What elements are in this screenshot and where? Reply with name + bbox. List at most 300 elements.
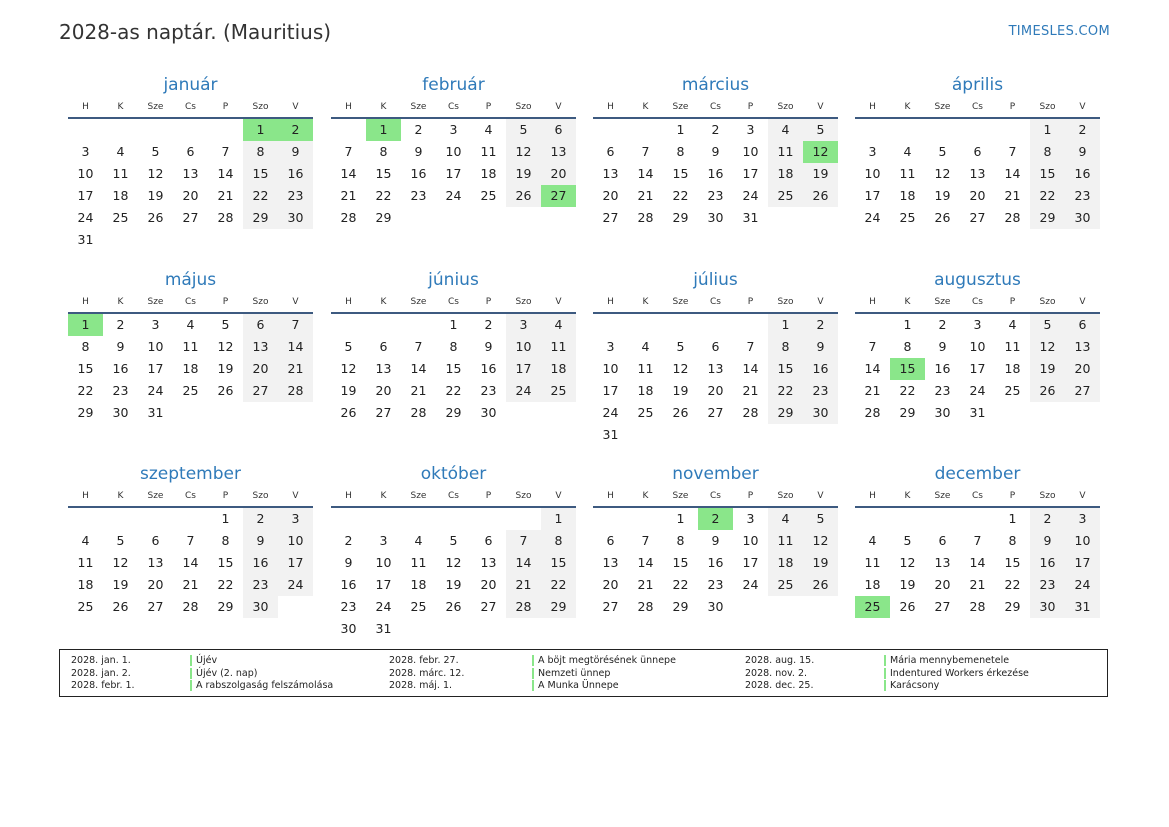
empty-cell — [1065, 402, 1100, 424]
month-9 — [68, 462, 313, 618]
day-cell: 5 — [449, 533, 458, 548]
holiday-day-cell: 1 — [243, 119, 278, 141]
day-cell: 27 — [934, 599, 951, 614]
day-cell: 1 — [676, 511, 685, 526]
weekday-label: K — [642, 491, 649, 501]
weekday-label: V — [292, 102, 299, 112]
week-row — [855, 141, 1100, 163]
weekday-label: P — [747, 102, 754, 112]
day-cell: 9 — [938, 339, 947, 354]
day-cell: 19 — [340, 383, 357, 398]
day-cell: 13 — [541, 141, 576, 163]
day-cell: 6 — [379, 339, 388, 354]
holiday-date: 2028. jan. 1. — [71, 655, 131, 666]
weekday-label: V — [1079, 297, 1086, 307]
month-name: december — [934, 464, 1021, 484]
day-cell: 8 — [1008, 533, 1017, 548]
weekday-label: H — [607, 102, 614, 112]
day-cell: 22 — [1030, 185, 1065, 207]
month-11 — [593, 462, 838, 618]
week-row — [331, 552, 576, 574]
weekday-label: K — [380, 102, 387, 112]
day-cell: 10 — [742, 144, 759, 159]
day-cell: 20 — [969, 188, 986, 203]
day-cell: 1 — [1030, 119, 1065, 141]
day-cell: 26 — [803, 185, 838, 207]
weekday-label: Szo — [252, 491, 269, 501]
weekday-label: Sze — [672, 297, 689, 307]
empty-cell — [663, 424, 698, 446]
day-cell: 20 — [541, 163, 576, 185]
day-cell: 15 — [1030, 163, 1065, 185]
brand-link[interactable]: TIMESLES.COM — [1008, 24, 1110, 39]
day-cell: 24 — [602, 405, 619, 420]
week-row — [593, 358, 838, 380]
empty-cell — [471, 207, 506, 229]
weekday-label: Szo — [1039, 102, 1056, 112]
day-cell: 15 — [1004, 555, 1021, 570]
day-cell: 1 — [221, 511, 230, 526]
day-cell: 10 — [742, 533, 759, 548]
week-row — [593, 424, 838, 446]
weekday-label: Cs — [710, 297, 721, 307]
day-cell: 25 — [1004, 383, 1021, 398]
month-10 — [331, 462, 576, 640]
day-cell: 15 — [77, 361, 94, 376]
day-cell: 1 — [449, 317, 458, 332]
day-cell: 13 — [375, 361, 392, 376]
day-cell: 21 — [182, 577, 199, 592]
day-cell: 23 — [410, 188, 427, 203]
month-name: május — [164, 270, 217, 290]
day-cell: 10 — [278, 530, 313, 552]
empty-cell — [768, 207, 803, 229]
day-cell: 15 — [217, 555, 234, 570]
weekday-header — [331, 97, 576, 119]
week-row — [593, 336, 838, 358]
weekday-label: P — [1009, 102, 1016, 112]
week-row — [68, 508, 313, 530]
day-cell: 1 — [1008, 511, 1017, 526]
week-row — [331, 380, 576, 402]
day-cell: 2 — [116, 317, 125, 332]
day-cell: 9 — [116, 339, 125, 354]
weekday-label: P — [485, 102, 492, 112]
day-cell: 16 — [340, 577, 357, 592]
day-cell: 30 — [707, 210, 724, 225]
day-cell: 22 — [77, 383, 94, 398]
day-cell: 15 — [541, 552, 576, 574]
day-cell: 7 — [186, 533, 195, 548]
day-cell: 3 — [606, 339, 615, 354]
weekday-label: V — [555, 102, 562, 112]
day-cell: 10 — [969, 339, 986, 354]
day-cell: 30 — [934, 405, 951, 420]
week-row — [593, 207, 838, 229]
empty-cell — [401, 314, 436, 336]
day-cell: 2 — [414, 122, 423, 137]
empty-cell — [436, 618, 471, 640]
day-cell: 31 — [77, 232, 94, 247]
day-cell: 26 — [445, 599, 462, 614]
weekday-label: Szo — [777, 297, 794, 307]
day-cell: 6 — [484, 533, 493, 548]
day-cell: 20 — [707, 383, 724, 398]
day-cell: 31 — [375, 621, 392, 636]
weekday-label: Cs — [448, 491, 459, 501]
day-cell: 6 — [243, 314, 278, 336]
day-cell: 9 — [344, 555, 353, 570]
weekday-label: V — [1079, 102, 1086, 112]
day-cell: 26 — [672, 405, 689, 420]
day-cell: 24 — [445, 188, 462, 203]
holiday-name: Újév — [190, 655, 217, 666]
empty-cell — [995, 402, 1030, 424]
day-cell: 26 — [1030, 380, 1065, 402]
day-cell: 19 — [1030, 358, 1065, 380]
weekday-label: P — [222, 297, 229, 307]
day-cell: 8 — [903, 339, 912, 354]
day-cell: 9 — [414, 144, 423, 159]
holiday-name: A rabszolgaság felszámolása — [190, 680, 333, 691]
week-row — [331, 508, 576, 530]
empty-cell — [138, 229, 173, 251]
week-row — [855, 119, 1100, 141]
empty-cell — [960, 508, 995, 530]
day-cell: 8 — [676, 533, 685, 548]
day-cell: 23 — [1030, 574, 1065, 596]
day-cell: 15 — [375, 166, 392, 181]
empty-cell — [960, 119, 995, 141]
day-cell: 10 — [506, 336, 541, 358]
day-cell: 11 — [541, 336, 576, 358]
day-cell: 25 — [768, 185, 803, 207]
weekday-label: V — [555, 491, 562, 501]
day-cell: 19 — [112, 577, 129, 592]
day-cell: 13 — [602, 555, 619, 570]
week-row — [855, 185, 1100, 207]
day-cell: 27 — [182, 210, 199, 225]
empty-cell — [278, 596, 313, 618]
weekday-header — [855, 97, 1100, 119]
empty-cell — [103, 119, 138, 141]
day-cell: 14 — [637, 166, 654, 181]
week-row — [331, 530, 576, 552]
week-row — [855, 574, 1100, 596]
day-cell: 18 — [864, 577, 881, 592]
empty-cell — [628, 314, 663, 336]
day-cell: 10 — [77, 166, 94, 181]
day-cell: 5 — [151, 144, 160, 159]
day-cell: 5 — [903, 533, 912, 548]
day-cell: 4 — [641, 339, 650, 354]
day-cell: 5 — [1030, 314, 1065, 336]
day-cell: 7 — [641, 144, 650, 159]
empty-cell — [173, 402, 208, 424]
day-cell: 21 — [742, 383, 759, 398]
day-cell: 12 — [112, 555, 129, 570]
day-cell: 3 — [449, 122, 458, 137]
empty-cell — [68, 508, 103, 530]
day-cell: 11 — [637, 361, 654, 376]
day-cell: 15 — [445, 361, 462, 376]
day-cell: 17 — [77, 188, 94, 203]
day-cell: 14 — [182, 555, 199, 570]
day-cell: 23 — [278, 185, 313, 207]
day-cell: 14 — [506, 552, 541, 574]
day-cell: 21 — [506, 574, 541, 596]
day-cell: 1 — [676, 122, 685, 137]
week-row — [331, 358, 576, 380]
month-name: szeptember — [140, 464, 241, 484]
day-cell: 18 — [1004, 361, 1021, 376]
day-cell: 18 — [182, 361, 199, 376]
day-cell: 18 — [768, 163, 803, 185]
day-cell: 4 — [116, 144, 125, 159]
day-cell: 12 — [1030, 336, 1065, 358]
month-name: június — [428, 270, 479, 290]
day-cell: 27 — [1065, 380, 1100, 402]
weekday-header — [593, 97, 838, 119]
day-cell: 22 — [375, 188, 392, 203]
day-cell: 13 — [147, 555, 164, 570]
day-cell: 18 — [768, 552, 803, 574]
day-cell: 15 — [768, 358, 803, 380]
week-row — [331, 141, 576, 163]
day-cell: 18 — [77, 577, 94, 592]
day-cell: 2 — [1065, 119, 1100, 141]
day-cell: 28 — [637, 599, 654, 614]
day-cell: 16 — [112, 361, 129, 376]
day-cell: 20 — [1065, 358, 1100, 380]
day-cell: 26 — [217, 383, 234, 398]
month-name: november — [672, 464, 759, 484]
weekday-label: Cs — [185, 297, 196, 307]
day-cell: 6 — [711, 339, 720, 354]
day-cell: 11 — [182, 339, 199, 354]
weekday-label: Sze — [934, 102, 951, 112]
day-cell: 24 — [278, 574, 313, 596]
weekday-header — [593, 292, 838, 314]
day-cell: 24 — [147, 383, 164, 398]
day-cell: 20 — [602, 577, 619, 592]
day-cell: 30 — [1030, 596, 1065, 618]
day-cell: 3 — [746, 511, 755, 526]
week-row — [331, 314, 576, 336]
day-cell: 6 — [606, 533, 615, 548]
empty-cell — [68, 119, 103, 141]
day-cell: 17 — [445, 166, 462, 181]
week-row — [855, 508, 1100, 530]
weekday-label: Sze — [147, 491, 164, 501]
day-cell: 29 — [768, 402, 803, 424]
weekday-label: V — [817, 102, 824, 112]
day-cell: 16 — [480, 361, 497, 376]
empty-cell — [925, 119, 960, 141]
day-cell: 19 — [506, 163, 541, 185]
holiday-name: Karácsony — [884, 680, 939, 691]
day-cell: 1 — [541, 508, 576, 530]
day-cell: 31 — [147, 405, 164, 420]
day-cell: 26 — [803, 574, 838, 596]
weekday-label: V — [817, 491, 824, 501]
empty-cell — [506, 207, 541, 229]
day-cell: 23 — [243, 574, 278, 596]
day-cell: 16 — [707, 555, 724, 570]
weekday-label: Szo — [1039, 491, 1056, 501]
day-cell: 13 — [480, 555, 497, 570]
day-cell: 17 — [506, 358, 541, 380]
day-cell: 25 — [637, 405, 654, 420]
week-row — [593, 119, 838, 141]
day-cell: 3 — [746, 122, 755, 137]
day-cell: 21 — [217, 188, 234, 203]
day-cell: 27 — [147, 599, 164, 614]
day-cell: 9 — [243, 530, 278, 552]
day-cell: 23 — [707, 577, 724, 592]
holiday-day-cell: 1 — [366, 119, 401, 141]
day-cell: 22 — [899, 383, 916, 398]
day-cell: 27 — [243, 380, 278, 402]
empty-cell — [768, 424, 803, 446]
weekday-label: P — [222, 491, 229, 501]
day-cell: 21 — [340, 188, 357, 203]
weekday-label: K — [117, 102, 124, 112]
weekday-label: Szo — [777, 102, 794, 112]
weekday-label: Sze — [934, 491, 951, 501]
empty-cell — [628, 424, 663, 446]
month-name: április — [951, 75, 1004, 95]
day-cell: 24 — [864, 210, 881, 225]
day-cell: 18 — [480, 166, 497, 181]
empty-cell — [436, 207, 471, 229]
day-cell: 23 — [934, 383, 951, 398]
weekday-label: V — [1079, 491, 1086, 501]
day-cell: 29 — [899, 405, 916, 420]
day-cell: 19 — [934, 188, 951, 203]
week-row — [593, 402, 838, 424]
empty-cell — [208, 119, 243, 141]
day-cell: 5 — [938, 144, 947, 159]
day-cell: 27 — [602, 599, 619, 614]
weekday-label: K — [642, 297, 649, 307]
week-row — [331, 207, 576, 229]
day-cell: 27 — [707, 405, 724, 420]
day-cell: 28 — [506, 596, 541, 618]
day-cell: 25 — [112, 210, 129, 225]
empty-cell — [698, 314, 733, 336]
weekday-header — [331, 292, 576, 314]
day-cell: 22 — [445, 383, 462, 398]
week-row — [68, 229, 313, 251]
empty-cell — [173, 229, 208, 251]
weekday-label: H — [82, 491, 89, 501]
weekday-label: K — [642, 102, 649, 112]
day-cell: 21 — [864, 383, 881, 398]
day-cell: 30 — [803, 402, 838, 424]
day-cell: 19 — [803, 552, 838, 574]
empty-cell — [925, 508, 960, 530]
day-cell: 21 — [969, 577, 986, 592]
day-cell: 28 — [182, 599, 199, 614]
day-cell: 12 — [340, 361, 357, 376]
weekday-label: V — [555, 297, 562, 307]
week-row — [68, 207, 313, 229]
day-cell: 2 — [484, 317, 493, 332]
day-cell: 19 — [899, 577, 916, 592]
day-cell: 12 — [147, 166, 164, 181]
holiday-list — [59, 649, 1108, 697]
day-cell: 5 — [803, 119, 838, 141]
day-cell: 2 — [243, 508, 278, 530]
week-row — [68, 314, 313, 336]
day-cell: 2 — [1030, 508, 1065, 530]
day-cell: 29 — [217, 599, 234, 614]
day-cell: 16 — [1030, 552, 1065, 574]
empty-cell — [243, 229, 278, 251]
day-cell: 25 — [480, 188, 497, 203]
week-row — [68, 402, 313, 424]
day-cell: 6 — [938, 533, 947, 548]
day-cell: 30 — [243, 596, 278, 618]
month-name: augusztus — [934, 270, 1021, 290]
day-cell: 14 — [278, 336, 313, 358]
day-cell: 18 — [112, 188, 129, 203]
empty-cell — [278, 229, 313, 251]
empty-cell — [506, 402, 541, 424]
week-row — [331, 185, 576, 207]
day-cell: 29 — [1030, 207, 1065, 229]
day-cell: 16 — [410, 166, 427, 181]
day-cell: 10 — [147, 339, 164, 354]
empty-cell — [506, 508, 541, 530]
weekday-header — [68, 486, 313, 508]
weekday-label: H — [345, 297, 352, 307]
day-cell: 29 — [672, 599, 689, 614]
day-cell: 25 — [768, 574, 803, 596]
day-cell: 29 — [375, 210, 392, 225]
day-cell: 10 — [1065, 530, 1100, 552]
day-cell: 21 — [410, 383, 427, 398]
weekday-label: P — [1009, 491, 1016, 501]
day-cell: 7 — [1008, 144, 1017, 159]
day-cell: 9 — [1030, 530, 1065, 552]
day-cell: 18 — [637, 383, 654, 398]
day-cell: 26 — [112, 599, 129, 614]
holiday-name: A böjt megtörésének ünnepe — [532, 655, 676, 666]
day-cell: 28 — [278, 380, 313, 402]
empty-cell — [698, 424, 733, 446]
week-row — [331, 574, 576, 596]
day-cell: 7 — [344, 144, 353, 159]
week-row — [855, 207, 1100, 229]
day-cell: 12 — [506, 141, 541, 163]
week-row — [855, 596, 1100, 618]
week-row — [68, 380, 313, 402]
week-row — [593, 596, 838, 618]
weekday-label: Szo — [252, 102, 269, 112]
day-cell: 26 — [899, 599, 916, 614]
day-cell: 20 — [602, 188, 619, 203]
empty-cell — [803, 596, 838, 618]
day-cell: 8 — [676, 144, 685, 159]
day-cell: 26 — [340, 405, 357, 420]
weekday-label: P — [1009, 297, 1016, 307]
day-cell: 27 — [602, 210, 619, 225]
day-cell: 9 — [1065, 141, 1100, 163]
day-cell: 8 — [541, 530, 576, 552]
day-cell: 25 — [182, 383, 199, 398]
